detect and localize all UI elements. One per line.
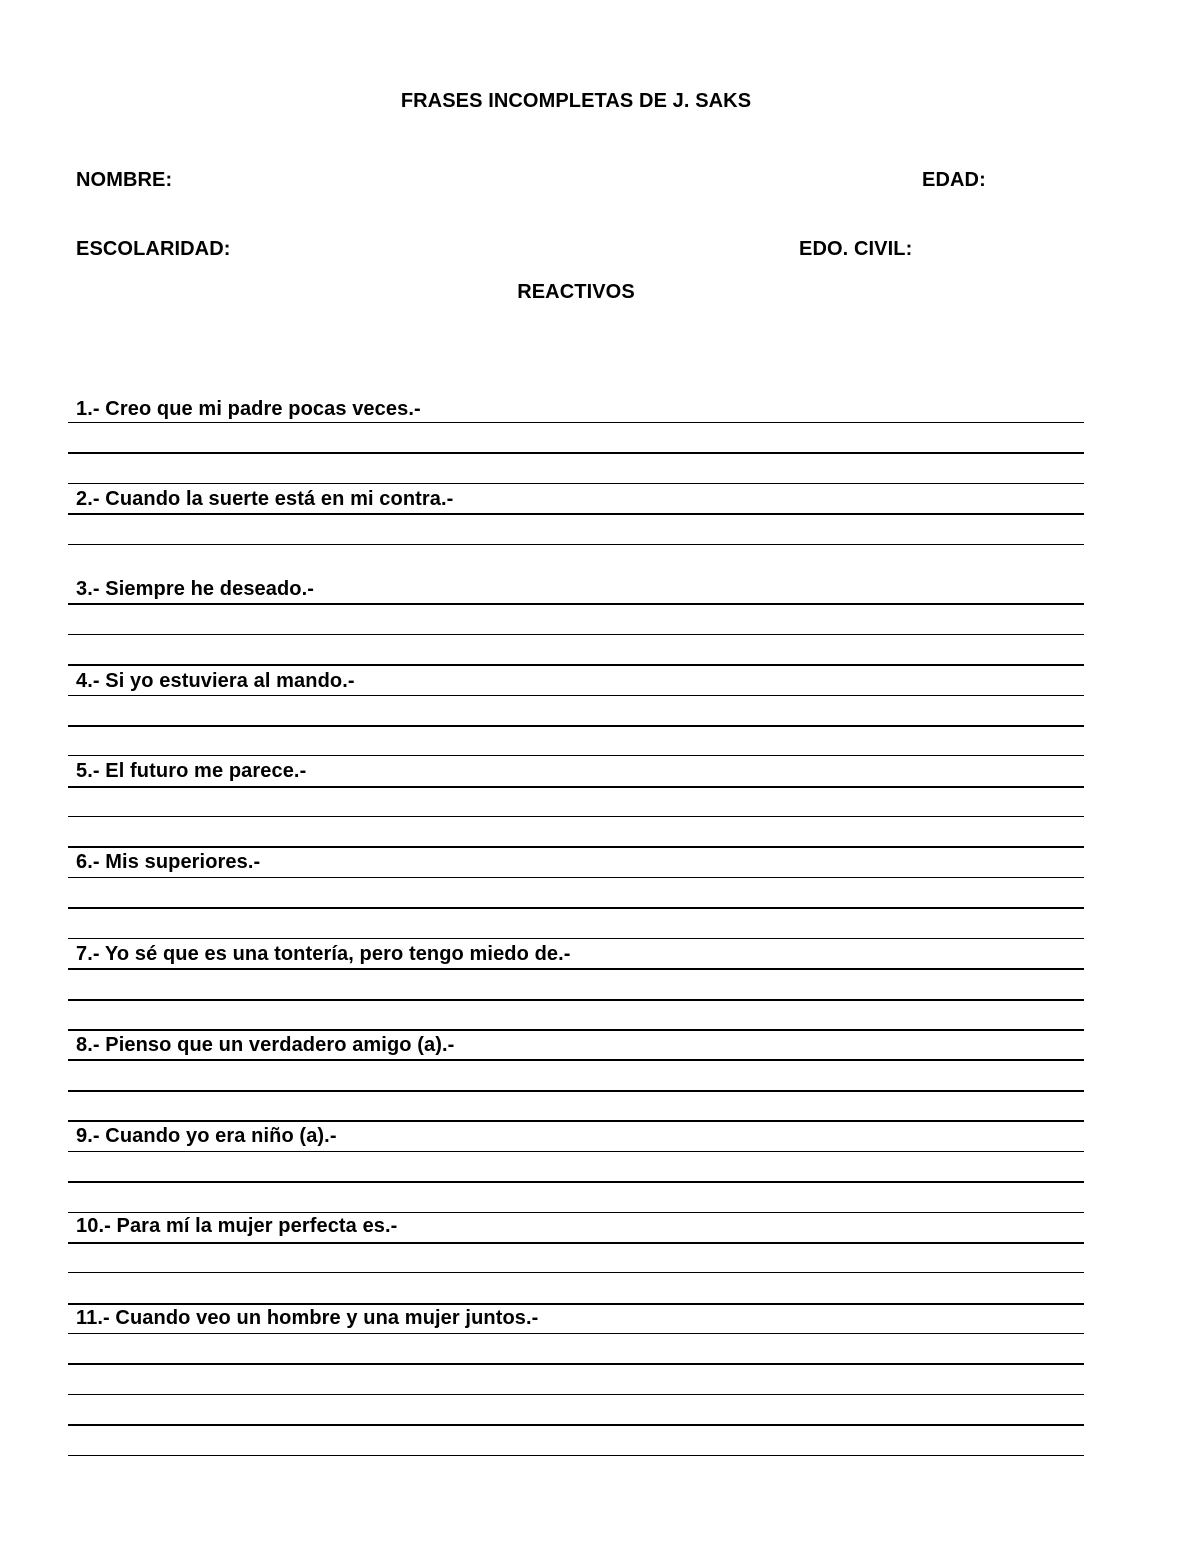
answer-line[interactable] <box>68 907 1084 909</box>
age-label: EDAD: <box>922 169 986 191</box>
item-2: 2.- Cuando la suerte está en mi contra.- <box>76 488 454 510</box>
answer-line[interactable] <box>68 725 1084 727</box>
answer-line[interactable] <box>68 1272 1084 1273</box>
answer-line[interactable] <box>68 452 1084 454</box>
answer-line[interactable] <box>68 755 1084 756</box>
item-8: 8.- Pienso que un verdadero amigo (a).- <box>76 1034 455 1056</box>
answer-line[interactable] <box>68 1090 1084 1092</box>
answer-line[interactable] <box>68 1181 1084 1183</box>
marital-status-label: EDO. CIVIL: <box>799 238 913 260</box>
answer-line[interactable] <box>68 1151 1084 1152</box>
answer-line[interactable] <box>68 603 1084 605</box>
item-11: 11.- Cuando veo un hombre y una mujer juntos.- <box>76 1307 539 1329</box>
answer-line[interactable] <box>68 1120 1084 1122</box>
item-3: 3.- Siempre he deseado.- <box>76 578 315 600</box>
item-7: 7.- Yo sé que es una tontería, pero tengo miedo de.- <box>76 943 571 965</box>
item-6: 6.- Mis superiores.- <box>76 851 261 873</box>
answer-line[interactable] <box>68 695 1084 696</box>
answer-line[interactable] <box>68 999 1084 1001</box>
answer-line[interactable] <box>68 1333 1084 1334</box>
answer-line[interactable] <box>68 1424 1084 1426</box>
answer-line[interactable] <box>68 938 1084 939</box>
answer-line[interactable] <box>68 664 1084 666</box>
answer-line[interactable] <box>68 877 1084 878</box>
answer-line[interactable] <box>68 1363 1084 1365</box>
answer-line[interactable] <box>68 513 1084 515</box>
answer-line[interactable] <box>68 422 1084 423</box>
name-label: NOMBRE: <box>76 169 173 191</box>
item-10: 10.- Para mí la mujer perfecta es.- <box>76 1215 398 1237</box>
answer-line[interactable] <box>68 544 1084 545</box>
answer-line[interactable] <box>68 786 1084 788</box>
answer-line[interactable] <box>68 1303 1084 1305</box>
page-title: FRASES INCOMPLETAS DE J. SAKS <box>400 90 752 112</box>
item-1: 1.- Creo que mi padre pocas veces.- <box>76 398 421 420</box>
answer-line[interactable] <box>68 1455 1084 1456</box>
item-4: 4.- Si yo estuviera al mando.- <box>76 670 355 692</box>
answer-line[interactable] <box>68 1242 1084 1244</box>
schooling-label: ESCOLARIDAD: <box>76 238 231 260</box>
answer-line[interactable] <box>68 1212 1084 1213</box>
answer-line[interactable] <box>68 634 1084 635</box>
answer-line[interactable] <box>68 1059 1084 1061</box>
answer-line[interactable] <box>68 968 1084 970</box>
item-9: 9.- Cuando yo era niño (a).- <box>76 1125 337 1147</box>
section-title: REACTIVOS <box>517 281 635 303</box>
answer-line[interactable] <box>68 846 1084 848</box>
item-5: 5.- El futuro me parece.- <box>76 760 307 782</box>
answer-line[interactable] <box>68 1394 1084 1395</box>
answer-line[interactable] <box>68 483 1084 484</box>
answer-line[interactable] <box>68 1029 1084 1031</box>
answer-line[interactable] <box>68 816 1084 817</box>
